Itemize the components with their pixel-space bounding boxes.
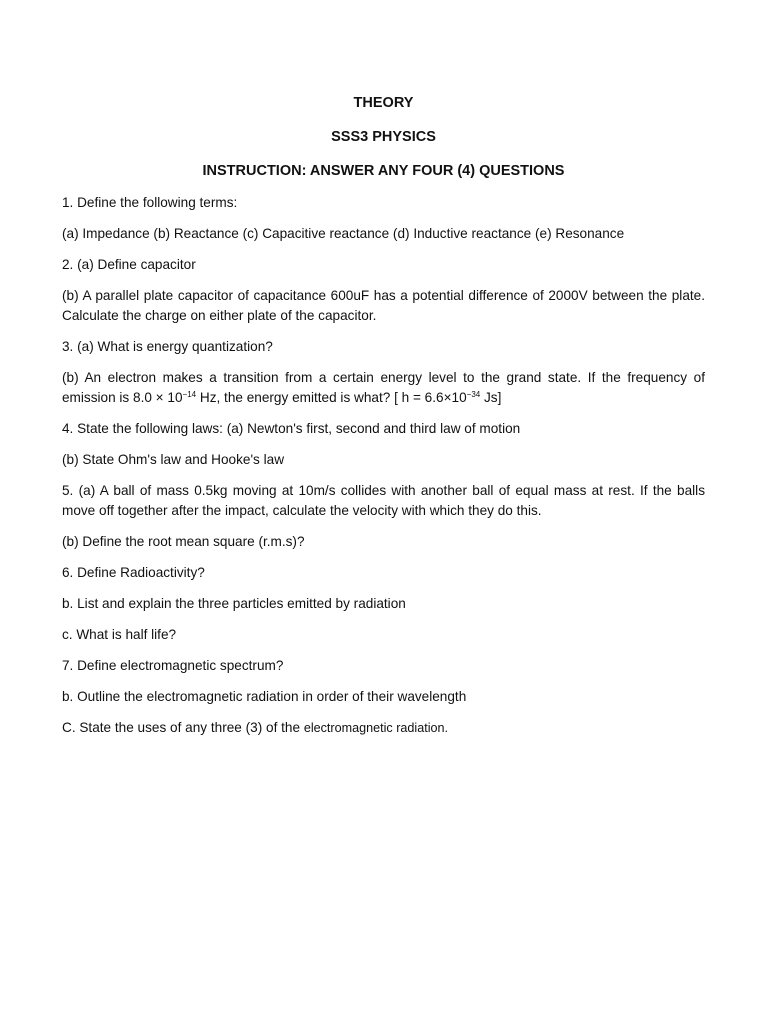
question-7c-text-1: C. State the uses of any three (3) of the [62,720,304,735]
question-3b-text-1: (b) An electron makes a transition from a certain energy level to the grand state. If the frequency of emission is 8.0 × 10 [62,370,705,405]
question-3a: 3. (a) What is energy quantization? [62,339,273,354]
page-title: THEORY [353,95,414,111]
question-2a: 2. (a) Define capacitor [62,257,196,272]
question-3b [62,368,705,408]
question-2b: (b) A parallel plate capacitor of capacitance 600uF has a potential difference of 2000V between the plate. Calculate the charge on either plate of the capacitor. [62,288,705,323]
question-6: 6. Define Radioactivity? [62,565,205,580]
question-7c-text-2: electromagnetic radiation. [303,721,449,735]
question-6c: c. What is half life? [62,627,177,642]
question-1: 1. Define the following terms: [62,195,238,210]
instruction-heading: INSTRUCTION: ANSWER ANY FOUR (4) QUESTIONS [202,163,565,179]
question-1-terms: (a) Impedance (b) Reactance (c) Capacitive reactance (d) Inductive reactance (e) Resonance [62,226,625,241]
question-7b: b. Outline the electromagnetic radiation in order of their wavelength [62,689,467,704]
question-3b-text-3: Js] [480,390,502,405]
question-5a: 5. (a) A ball of mass 0.5kg moving at 10m/s collides with another ball of equal mass at rest. If the balls move off together after the impact, calculate the velocity with which they do this. [62,483,705,518]
question-4a: 4. State the following laws: (a) Newton's first, second and third law of motion [62,421,521,436]
question-6b: b. List and explain the three particles emitted by radiation [62,596,406,611]
question-5b: (b) Define the root mean square (r.m.s)? [62,534,305,549]
question-4b: (b) State Ohm's law and Hooke's law [62,452,285,467]
question-7: 7. Define electromagnetic spectrum? [62,658,284,673]
question-7c [62,718,705,738]
question-3b-text-2: Hz, the energy emitted is what? [ h = 6.6×10 [196,390,467,405]
questions-list [62,193,705,738]
question-3b-exponent-1: −14 [182,390,197,399]
question-3b-exponent-2: −34 [466,390,481,399]
subject-heading: SSS3 PHYSICS [331,129,436,145]
